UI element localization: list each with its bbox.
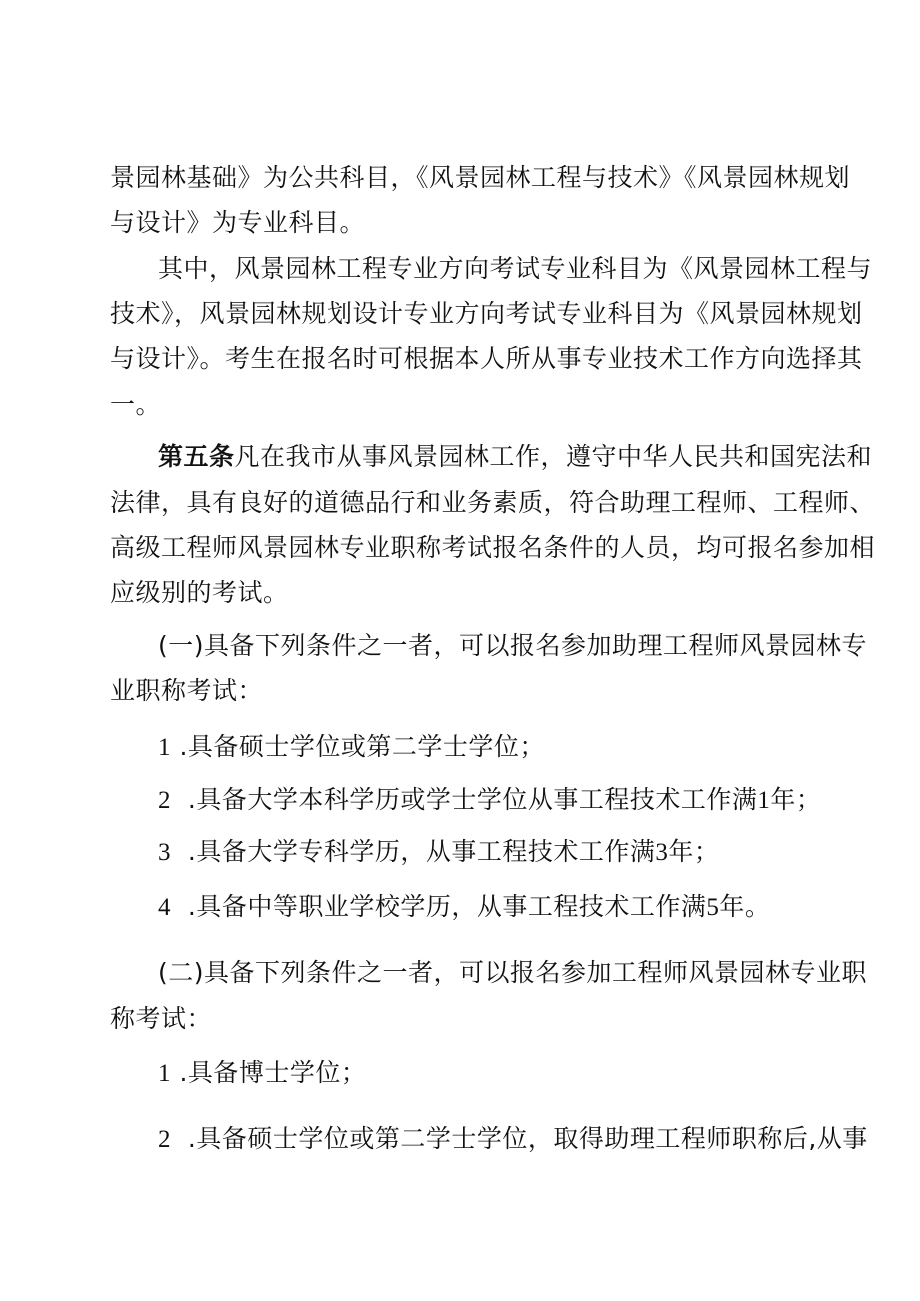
text-line: 称考试： — [110, 1004, 213, 1033]
text-line: 技术》，风景园林规划设计专业方向考试专业科目为《风景园林规划 — [110, 299, 863, 328]
list-number: 2 — [158, 787, 171, 814]
year-count: 5 — [706, 894, 720, 921]
list-number: 3 — [158, 839, 171, 866]
text-line: 法律，具有良好的道德品行和业务素质，符合助理工程师、工程师、 — [110, 488, 876, 517]
list-item — [158, 1057, 878, 1090]
list-item — [158, 836, 878, 869]
section-heading: (一)具备下列条件之一者，可以报名参加助理工程师风景园林专 — [158, 631, 868, 660]
article-text: 凡在我市从事风景园林工作，遵守中华人民共和国宪法和 — [234, 442, 873, 471]
list-text: .具备博士学位； — [179, 1058, 367, 1087]
list-number: 2 — [158, 1126, 171, 1153]
list-number: 1 — [158, 734, 171, 761]
list-item — [158, 784, 878, 817]
list-item — [158, 891, 878, 924]
text-line: 一。 — [110, 390, 162, 419]
list-item — [158, 731, 878, 764]
article-label: 第五条 — [158, 442, 235, 471]
list-text: .具备大学专科学历，从事工程技术工作满 — [187, 837, 656, 866]
list-text: .具备硕士学位或第二学士学位； — [179, 732, 545, 761]
list-text: .具备中等职业学校学历，从事工程技术工作满 — [187, 892, 707, 921]
list-text: .具备硕士学位或第二学士学位，取得助理工程师职称后,从事 — [187, 1124, 868, 1153]
list-number: 1 — [158, 1060, 171, 1087]
text-line: 高级工程师风景园林专业职称考试报名条件的人员，均可报名参加相 — [110, 533, 876, 562]
text-line: 业职称考试： — [110, 676, 264, 705]
list-text-end: 年； — [668, 837, 720, 866]
year-count: 1 — [757, 787, 771, 814]
year-count: 3 — [655, 839, 669, 866]
text-line: 应级别的考试。 — [110, 578, 289, 607]
list-text: .具备大学本科学历或学士学位从事工程技术工作满 — [187, 785, 758, 814]
list-text-end: 年。 — [719, 892, 771, 921]
article-line — [158, 441, 878, 473]
list-number: 4 — [158, 894, 171, 921]
text-line: 景园林基础》为公共科目，《风景园林工程与技术》《风景园林规划 — [110, 163, 851, 192]
text-line: 与设计》为专业科目。 — [110, 208, 366, 237]
text-line: 其中，风景园林工程专业方向考试专业科目为《风景园林工程与 — [158, 254, 873, 283]
text-line: 与设计》。考生在报名时可根据本人所从事专业技术工作方向选择其 — [110, 344, 863, 373]
list-text-end: 年； — [770, 785, 822, 814]
section-heading: (二)具备下列条件之一者，可以报名参加工程师风景园林专业职 — [158, 958, 868, 987]
list-item — [158, 1123, 878, 1156]
